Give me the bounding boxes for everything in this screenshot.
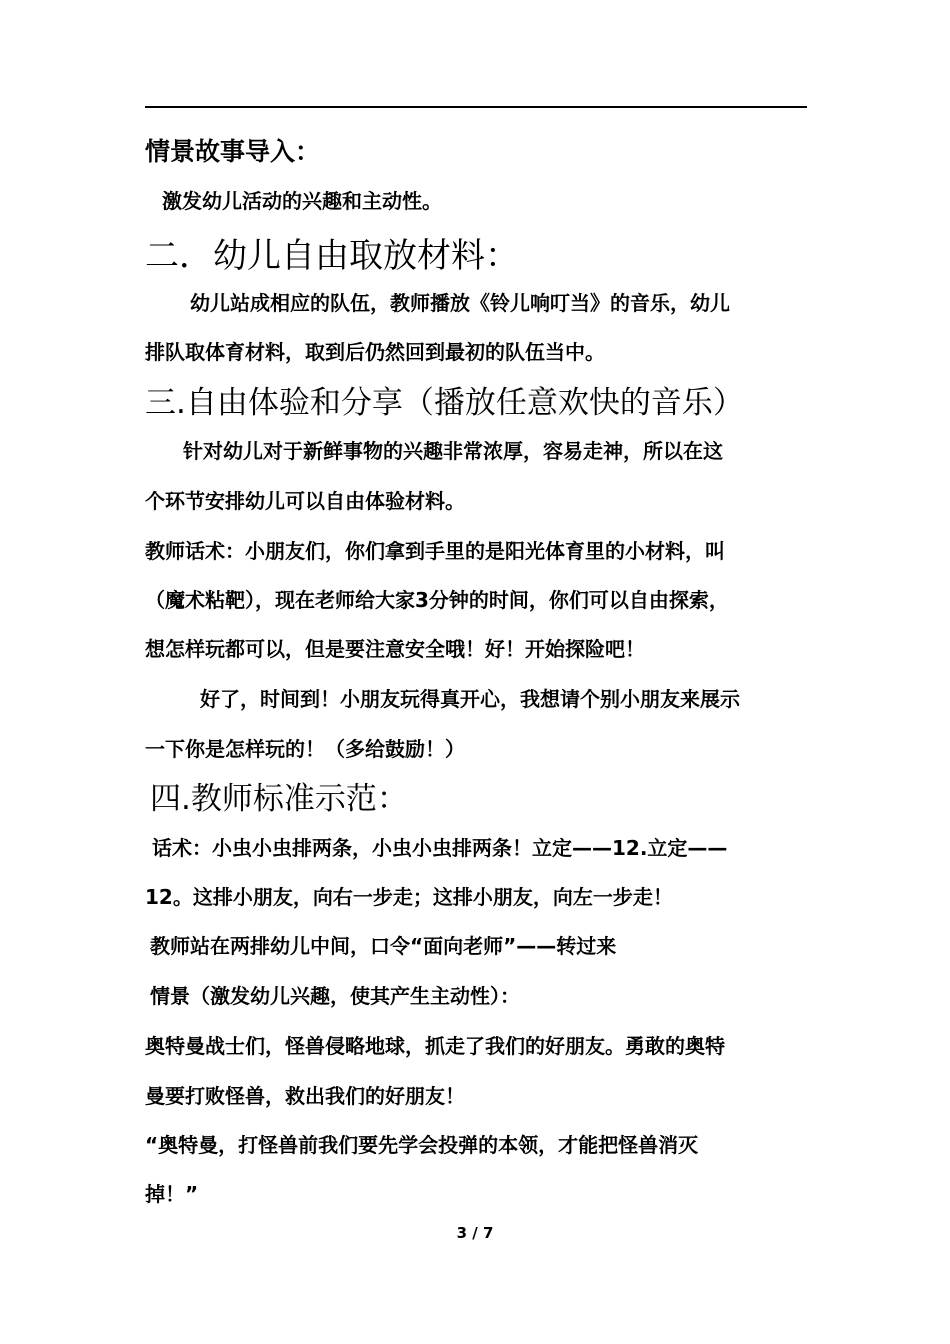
section-3-paragraph-line-5: 想怎样玩都可以，但是要注意安全哦！好！开始探险吧！: [145, 637, 645, 661]
section-2-paragraph-line-2: 排队取体育材料，取到后仍然回到最初的队伍当中。: [145, 340, 605, 364]
section-4-paragraph-line-7: “奥特曼，打怪兽前我们要先学会投弹的本领，才能把怪兽消灭: [145, 1133, 699, 1157]
section-3-paragraph-line-2: 个环节安排幼儿可以自由体验材料。: [145, 489, 465, 513]
section-4-paragraph-line-3: 教师站在两排幼儿中间，口令“面向老师”——转过来: [150, 934, 617, 958]
section-4-paragraph-line-8: 掉！”: [145, 1182, 199, 1206]
header-rule: [145, 106, 807, 108]
section-4-paragraph-line-6: 曼要打败怪兽，救出我们的好朋友！: [145, 1084, 465, 1108]
section-4-paragraph-line-1: 话术：小虫小虫排两条，小虫小虫排两条！立定——12.立定——: [152, 836, 728, 860]
page-number: 3 / 7: [456, 1224, 494, 1242]
section-3-paragraph-line-4: （魔术粘靶），现在老师给大家3分钟的时间，你们可以自由探索，: [145, 588, 729, 612]
intro-text: 激发幼儿活动的兴趣和主动性。: [162, 189, 442, 213]
section-4-paragraph-line-5: 奥特曼战士们，怪兽侵略地球，抓走了我们的好朋友。勇敢的奥特: [145, 1034, 725, 1058]
section-3-paragraph-line-7: 一下你是怎样玩的！（多给鼓励！）: [145, 737, 465, 761]
section-4-title: 四.教师标准示范：: [150, 781, 408, 817]
section-4-paragraph-line-2: 12。这排小朋友，向右一步走；这排小朋友，向左一步走！: [145, 885, 673, 909]
section-4-paragraph-line-4: 情景（激发幼儿兴趣，使其产生主动性）：: [150, 984, 520, 1008]
section-3-paragraph-line-1: 针对幼儿对于新鲜事物的兴趣非常浓厚，容易走神，所以在这: [183, 439, 723, 463]
intro-heading: 情景故事导入：: [145, 137, 321, 166]
section-3-paragraph-line-3: 教师话术：小朋友们，你们拿到手里的是阳光体育里的小材料，叫: [145, 539, 725, 563]
section-3-title: 三.自由体验和分享（播放任意欢快的音乐）: [145, 385, 744, 421]
section-2-title: 二．幼儿自由取放材料：: [145, 236, 519, 276]
section-3-paragraph-line-6: 好了，时间到！小朋友玩得真开心，我想请个别小朋友来展示: [200, 687, 740, 711]
section-2-paragraph-line-1: 幼儿站成相应的队伍，教师播放《铃儿响叮当》的音乐，幼儿: [190, 291, 730, 315]
